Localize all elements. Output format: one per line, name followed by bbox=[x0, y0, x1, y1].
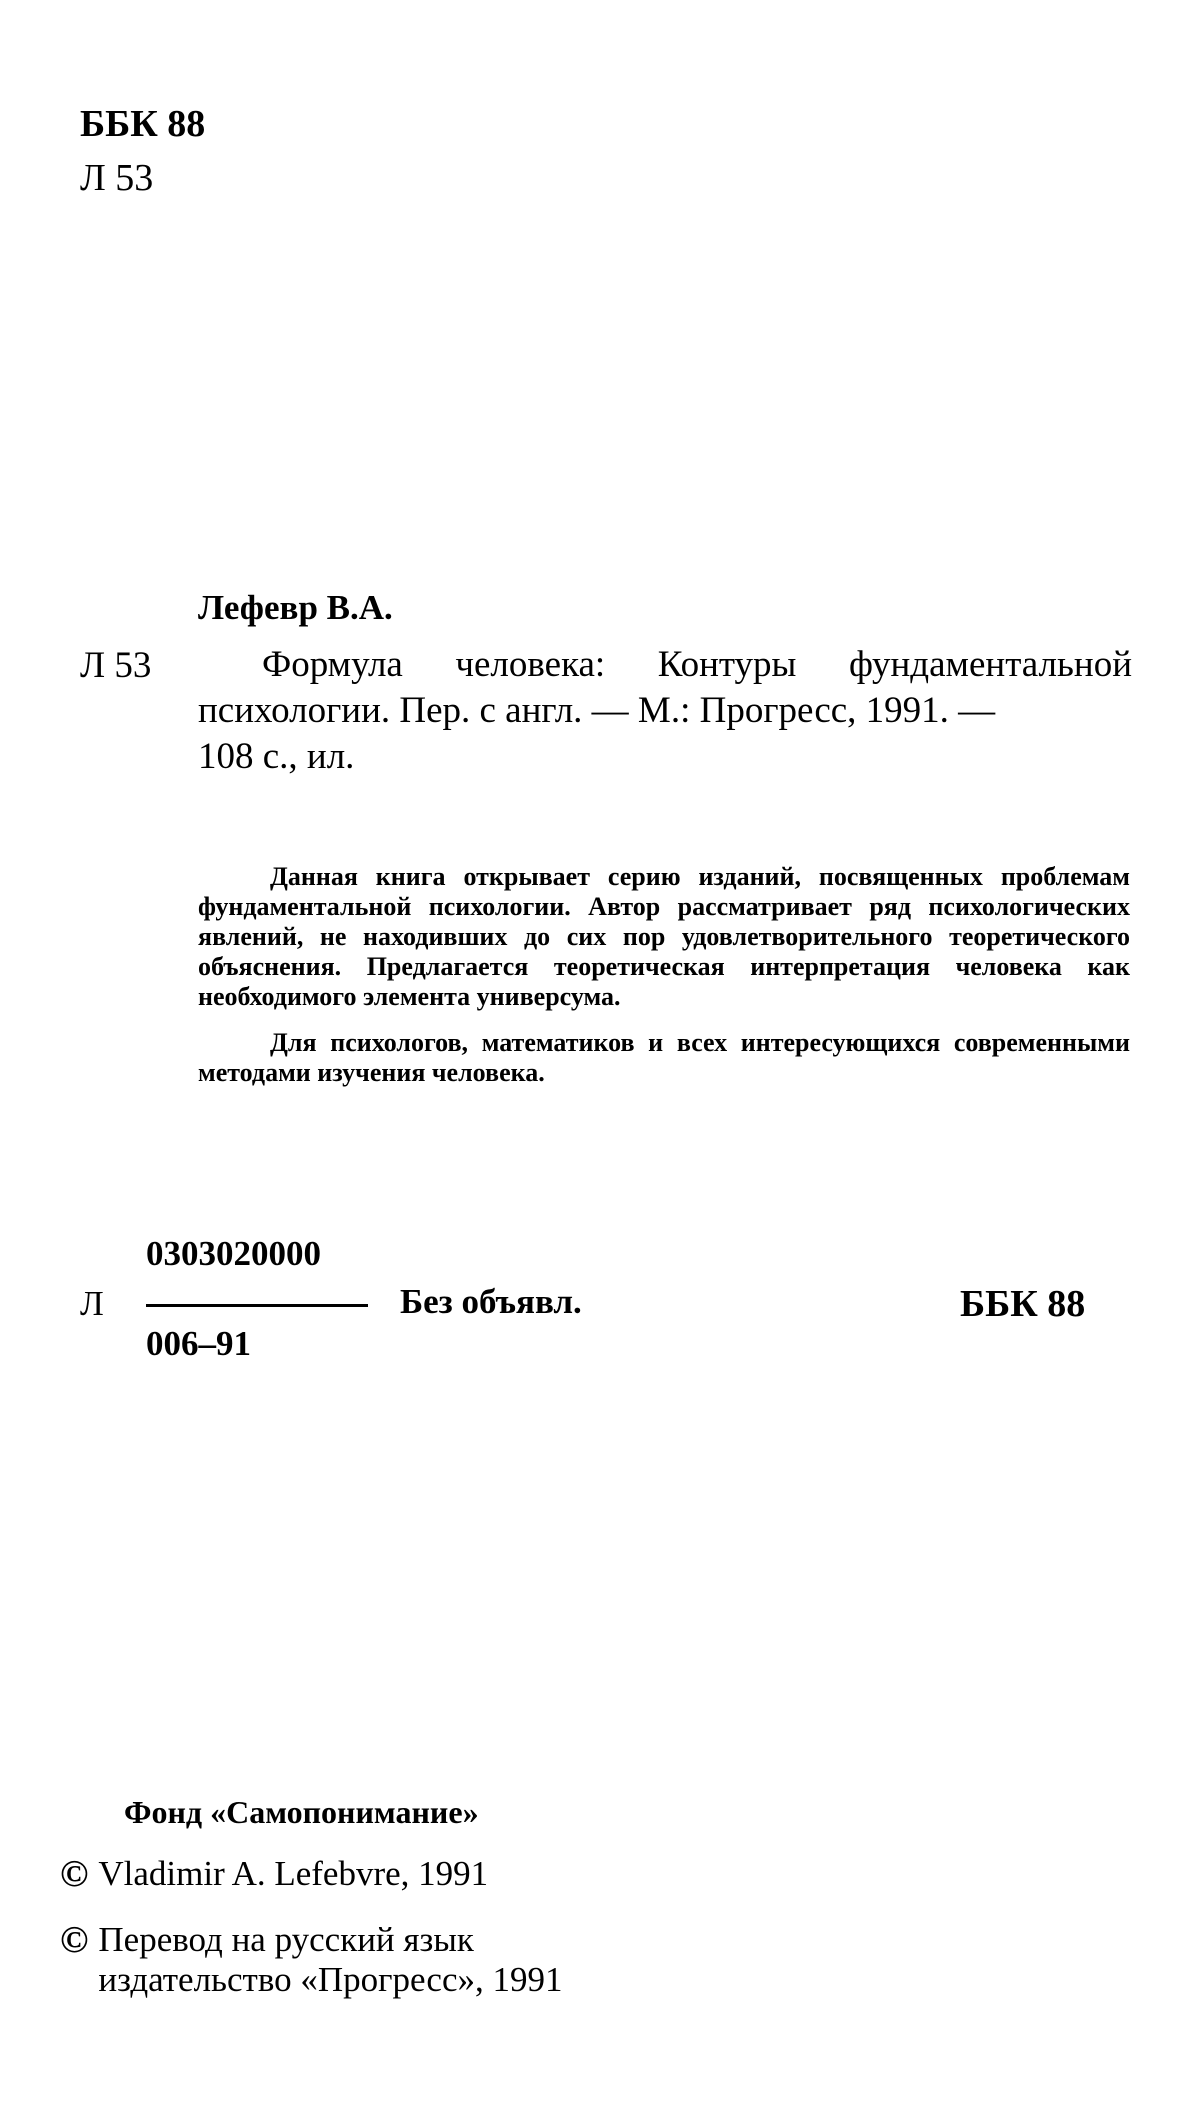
bbk-classification-bottom: ББК 88 bbox=[960, 1283, 1086, 1325]
author-name: Лефевр В.А. bbox=[198, 588, 393, 627]
copyright-translation-text bbox=[98, 1920, 562, 2000]
annotation-paragraph-1: Данная книга открывает серию изданий, посвященных проблемам фундаментальной психологии. Автор рассматривает ряд психологических явлений, не находивших до сих пор удовлетворительного теоретического объяснения. Предлагается теоретическая интерпретация человека как необходимого элемента универсума. bbox=[198, 862, 1130, 1011]
copyright-original-text: Vladimir A. Lefebvre, 1991 bbox=[98, 1854, 489, 1893]
translation-line-2: издательство «Прогресс», 1991 bbox=[98, 1960, 563, 1999]
translation-line-1: Перевод на русский язык bbox=[98, 1920, 474, 1959]
book-title-line: Формула человека: Контуры фундаментальной психологии. Пер. с англ. — М.: Прогресс, 1991. — bbox=[198, 644, 1132, 731]
page-count: 108 с., ил. bbox=[198, 736, 355, 777]
copyright-original bbox=[60, 1854, 488, 1894]
copyright-icon: © bbox=[60, 1919, 89, 1961]
copyright-icon: © bbox=[60, 1853, 89, 1895]
code-fraction-line bbox=[146, 1304, 368, 1307]
copyright-translation bbox=[60, 1920, 562, 2000]
annotation-paragraph-2: Для психологов, математиков и всех интересующихся современными методами изучения человека. bbox=[198, 1028, 1130, 1087]
code-letter: Л bbox=[80, 1284, 104, 1323]
bibliographic-description bbox=[198, 642, 1132, 780]
no-announcement: Без объявл. bbox=[400, 1282, 582, 1321]
annotation bbox=[198, 862, 1130, 1088]
author-index: Л 53 bbox=[80, 645, 152, 686]
foundation-name: Фонд «Самопонимание» bbox=[124, 1794, 479, 1830]
bbk-classification: ББК 88 bbox=[80, 103, 206, 145]
code-numerator: 0303020000 bbox=[146, 1234, 321, 1273]
library-code: Л 53 bbox=[80, 157, 154, 199]
code-denominator: 006–91 bbox=[146, 1324, 251, 1363]
